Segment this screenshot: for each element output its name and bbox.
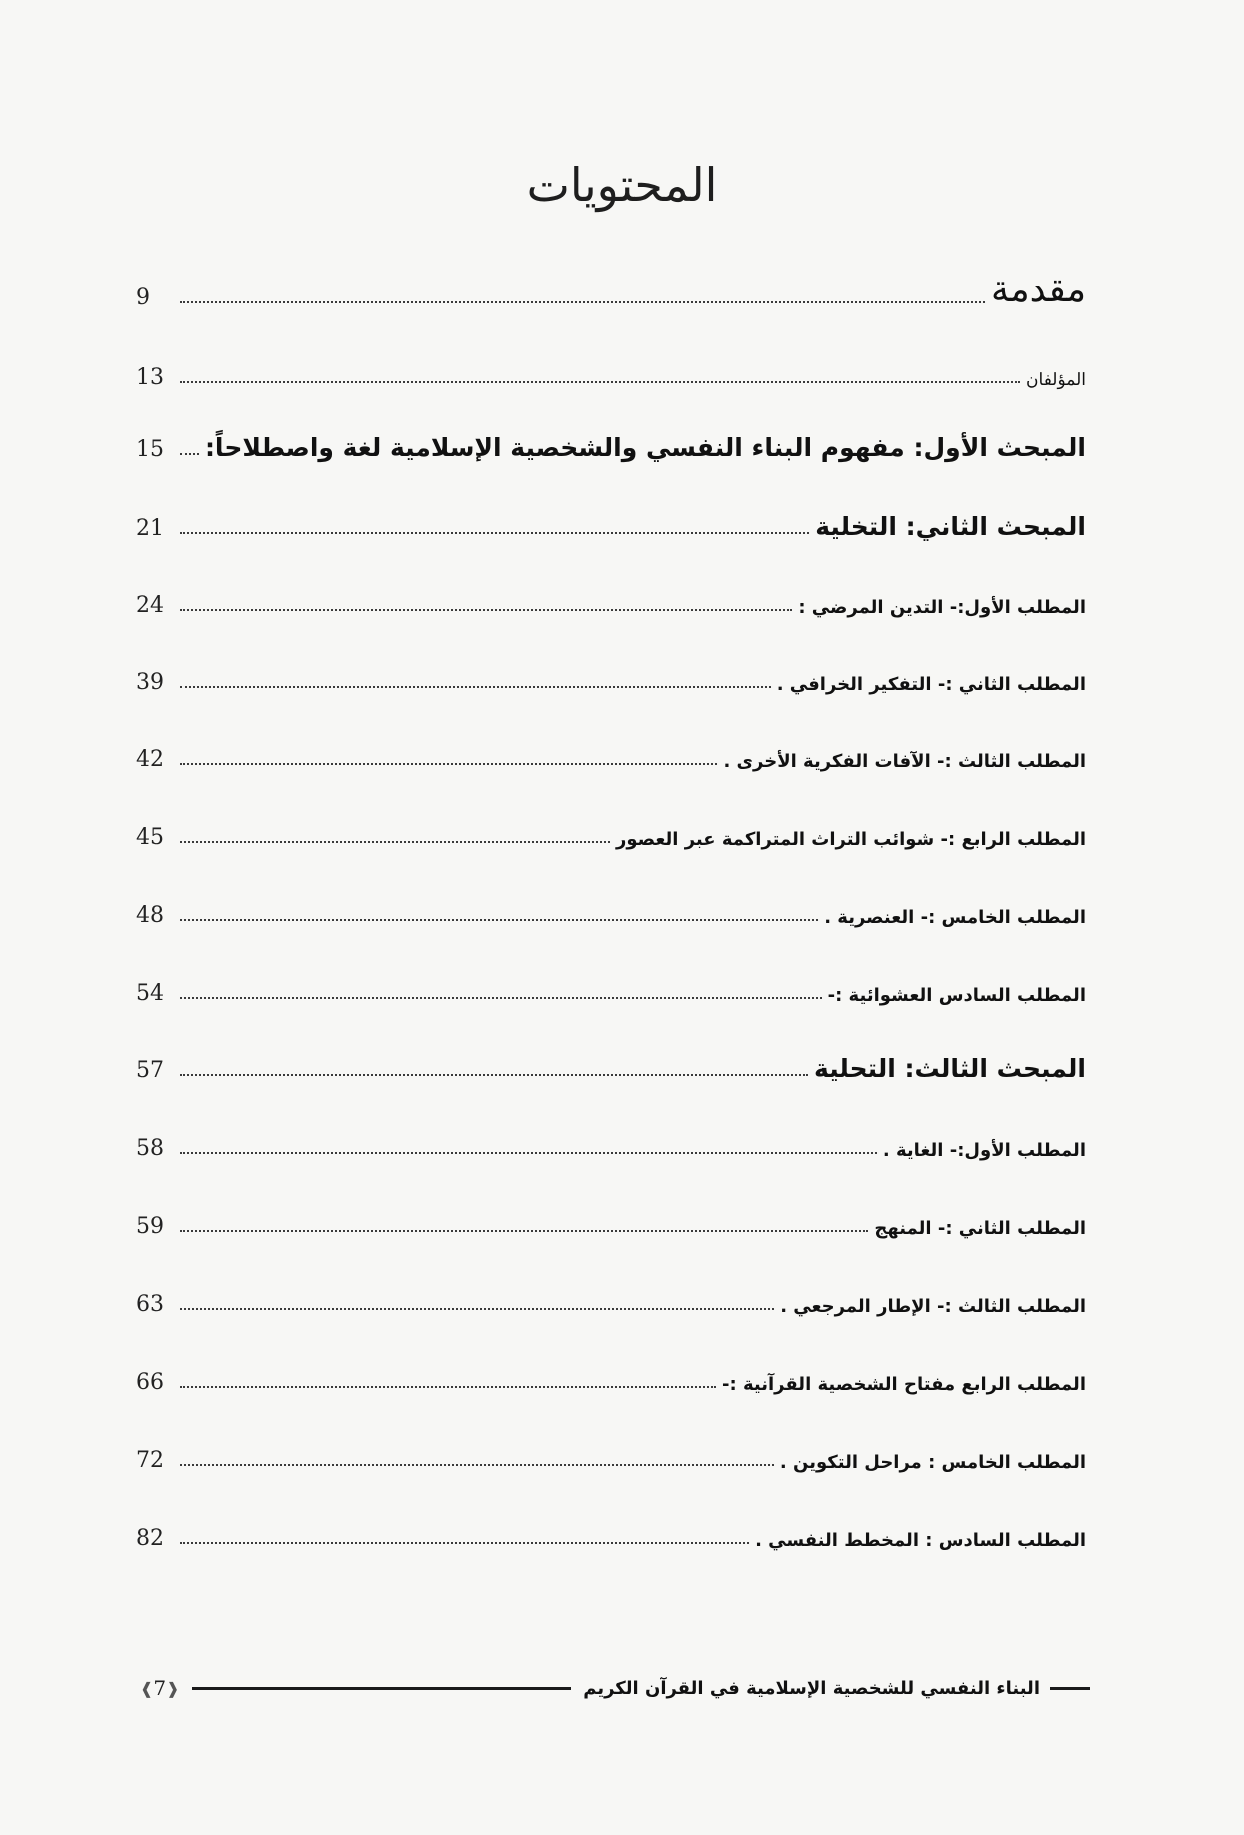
toc-dot-leader: [180, 1152, 877, 1154]
toc-dot-leader: [180, 301, 985, 303]
toc-entry-page: 58: [136, 1136, 164, 1161]
toc-entry-title: المبحث الثالث: التحلية: [814, 1054, 1086, 1083]
toc-entry-section: [136, 1267, 1086, 1317]
page-title: المحتويات: [526, 158, 718, 212]
toc-dot-leader: [180, 686, 771, 688]
toc-entry-page: 9: [136, 285, 150, 310]
toc-entry-page: 13: [136, 365, 164, 390]
toc-entry-page: 15: [136, 437, 164, 462]
toc-entry-section: [136, 1345, 1086, 1395]
toc-entry-page: 66: [136, 1370, 164, 1395]
toc-entry-title: المطلب الرابع :- شوائب التراث المتراكمة عبر العصور: [616, 829, 1086, 850]
toc-entry-page: 42: [136, 747, 164, 772]
toc-entry-section: [136, 1423, 1086, 1473]
toc-entry-title: المطلب الخامس : مراحل التكوين .: [779, 1452, 1086, 1473]
toc-entry-title: المبحث الثاني: التخلية: [815, 512, 1086, 541]
toc-entry-page: 59: [136, 1214, 164, 1239]
footer-page-number-group: [140, 1676, 180, 1700]
toc-entry-section: [136, 722, 1086, 772]
footer-rule-left: [192, 1687, 572, 1690]
toc-entry-title: المطلب الثالث :- الآفات الفكرية الأخرى .: [723, 751, 1086, 772]
toc-entry-section: [136, 878, 1086, 928]
toc-entry-chapter-2: [136, 491, 1086, 541]
toc-entry-title: المطلب الأول:- التدين المرضي :: [798, 597, 1086, 618]
toc-entry-section: [136, 1501, 1086, 1551]
toc-entry-authors: [136, 340, 1086, 390]
toc-dot-leader: [180, 453, 199, 455]
toc-dot-leader: [180, 381, 1020, 383]
toc-entry-page: 82: [136, 1526, 164, 1551]
toc-dot-leader: [180, 609, 792, 611]
page-footer: [140, 1668, 1090, 1708]
toc-entry-section: [136, 956, 1086, 1006]
toc-entry-section: [136, 645, 1086, 695]
toc-entry-title: المطلب الرابع مفتاح الشخصية القرآنية :-: [722, 1374, 1086, 1395]
toc-entry-title: المطلب الثاني :- المنهج: [874, 1218, 1086, 1239]
toc-entry-page: 21: [136, 516, 164, 541]
toc-entry-section: [136, 568, 1086, 618]
toc-entry-page: 63: [136, 1292, 164, 1317]
toc-entry-page: 24: [136, 593, 164, 618]
toc-dot-leader: [180, 919, 818, 921]
toc-entry-introduction: [136, 260, 1086, 310]
toc-entry-title: المطلب السادس العشوائية :-: [827, 985, 1086, 1006]
toc-dot-leader: [180, 841, 610, 843]
ornament-right-icon: ❱: [166, 1678, 180, 1698]
toc-dot-leader: [180, 1542, 749, 1544]
toc-dot-leader: [180, 1308, 774, 1310]
footer-rule-right: [1050, 1687, 1090, 1690]
toc-entry-section: [136, 1111, 1086, 1161]
toc-entry-title: المؤلفان: [1026, 370, 1086, 390]
toc-dot-leader: [180, 763, 717, 765]
toc-entry-section: [136, 800, 1086, 850]
toc-entry-section: [136, 1189, 1086, 1239]
toc-entry-page: 48: [136, 903, 164, 928]
toc-entry-page: 39: [136, 670, 164, 695]
toc-entry-page: 57: [136, 1058, 164, 1083]
toc-entry-page: 54: [136, 981, 164, 1006]
footer-page-number: 7: [153, 1676, 167, 1700]
ornament-left-icon: ❰: [140, 1678, 154, 1698]
toc-dot-leader: [180, 1074, 808, 1076]
toc-dot-leader: [180, 532, 809, 534]
toc-entry-title: المطلب الأول:- الغاية .: [882, 1140, 1086, 1161]
toc-entry-title: المطلب السادس : المخطط النفسي .: [755, 1530, 1086, 1551]
toc-entry-page: 45: [136, 825, 164, 850]
toc-entry-title: المطلب الثالث :- الإطار المرجعي .: [780, 1296, 1086, 1317]
toc-entry-chapter-3: [136, 1033, 1086, 1083]
footer-book-title: البناء النفسي للشخصية الإسلامية في القرآن الكريم: [583, 1677, 1040, 1699]
toc-entry-title: مقدمة: [991, 269, 1086, 310]
toc-entry-title: المطلب الخامس :- العنصرية .: [824, 907, 1086, 928]
toc-entry-title: المطلب الثاني :- التفكير الخرافي .: [776, 674, 1086, 695]
toc-entry-chapter-1: [136, 412, 1086, 462]
toc-dot-leader: [180, 1230, 868, 1232]
toc-dot-leader: [180, 1386, 716, 1388]
toc-dot-leader: [180, 1464, 774, 1466]
toc-entry-page: 72: [136, 1448, 164, 1473]
toc-dot-leader: [180, 997, 822, 999]
toc-entry-title: المبحث الأول: مفهوم البناء النفسي والشخصية الإسلامية لغة واصطلاحاً:: [204, 433, 1086, 462]
